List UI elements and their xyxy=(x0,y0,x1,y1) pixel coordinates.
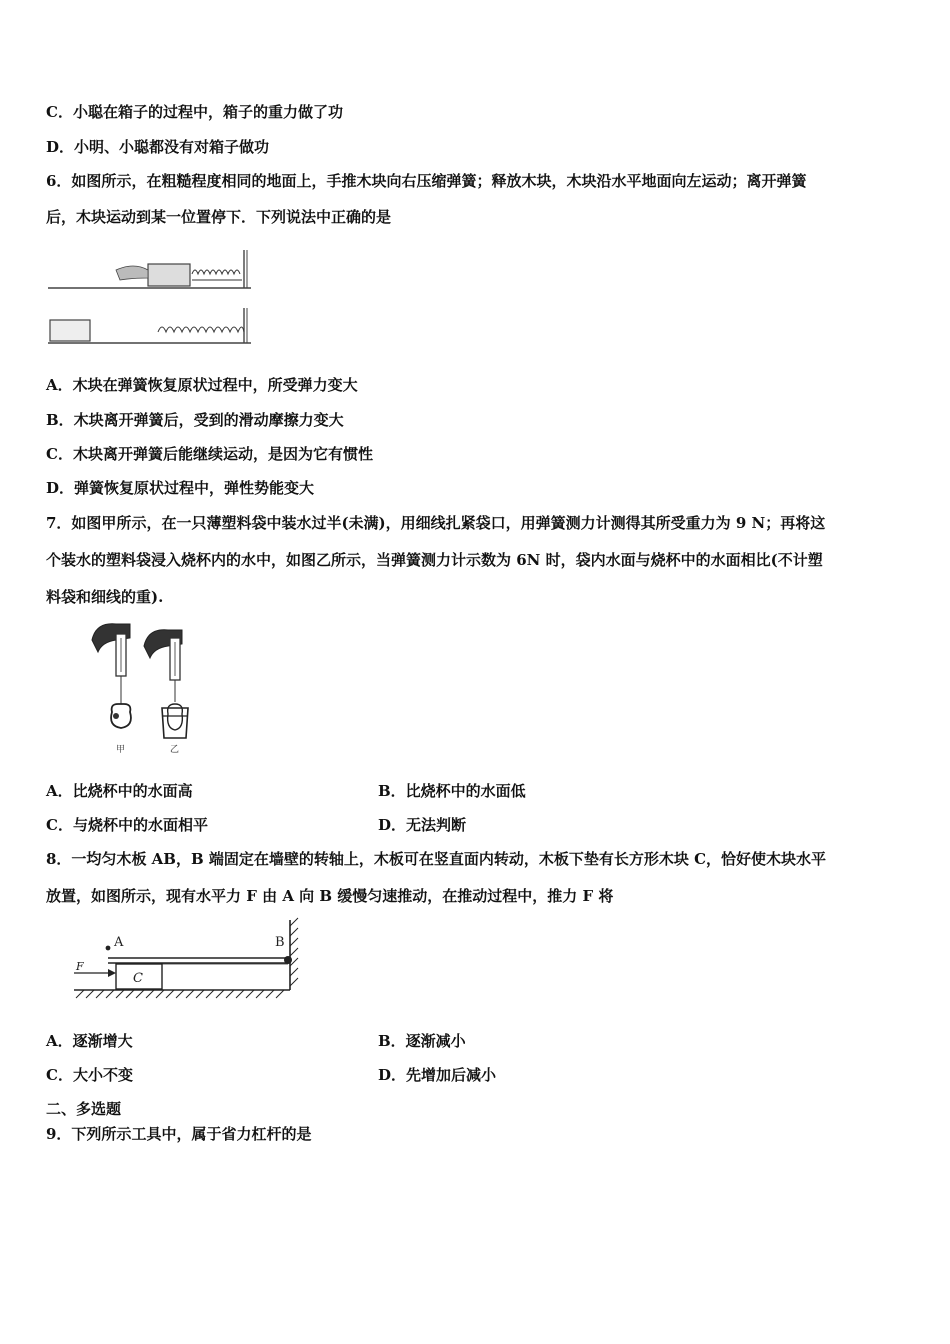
q8-label-c: C xyxy=(133,971,143,986)
q7-stem-line2: 个装水的塑料袋浸入烧杯内的水中，如图乙所示，当弹簧测力计示数为 6N 时，袋内水面与烧杯中的水面相比(不计塑 xyxy=(46,551,823,569)
q8-option-b: B．逐渐减小 xyxy=(378,1032,466,1050)
section-title-multi-choice: 二、多选题 xyxy=(46,1100,122,1118)
q7-label-jia: 甲 xyxy=(116,745,126,755)
q6-stem-line2: 后，木块运动到某一位置停下．下列说法中正确的是 xyxy=(46,208,392,226)
q7-label-yi: 乙 xyxy=(170,745,180,755)
q7-option-b: B．比烧杯中的水面低 xyxy=(378,782,526,800)
q7-stem-line3: 料袋和细线的重). xyxy=(46,588,164,606)
q7-option-c: C．与烧杯中的水面相平 xyxy=(46,816,208,834)
q8-label-f: F xyxy=(76,960,84,973)
q8-label-b: B xyxy=(275,935,285,950)
q6-option-c: C．木块离开弹簧后能继续运动，是因为它有惯性 xyxy=(46,445,373,463)
q6-figure xyxy=(46,240,256,352)
q7-stem-line1: 7．如图甲所示，在一只薄塑料袋中装水过半(未满)，用细线扎紧袋口，用弹簧测力计测得其所受重力为 9 N；再将这 xyxy=(46,514,826,532)
q8-option-c: C．大小不变 xyxy=(46,1066,133,1084)
q8-label-a: A xyxy=(114,935,124,950)
q8-stem-line1: 8．一均匀木板 AB，B 端固定在墙壁的转轴上，木板可在竖直面内转动，木板下垫有长方形木块 C，恰好使木块水平 xyxy=(46,850,827,868)
q9-stem: 9．下列所示工具中，属于省力杠杆的是 xyxy=(46,1125,312,1143)
q8-option-a: A．逐渐增大 xyxy=(46,1032,133,1050)
q7-figure xyxy=(86,616,210,758)
q6-option-b: B．木块离开弹簧后，受到的滑动摩擦力变大 xyxy=(46,411,344,429)
q6-stem-line1: 6．如图所示，在粗糙程度相同的地面上，手推木块向右压缩弹簧；释放木块，木块沿水平地面向左运动；离开弹簧 xyxy=(46,172,807,190)
q6-option-a: A．木块在弹簧恢复原状过程中，所受弹力变大 xyxy=(46,376,358,394)
q5-option-d: D．小明、小聪都没有对箱子做功 xyxy=(46,138,270,156)
q8-stem-line2: 放置，如图所示，现有水平力 F 由 A 向 B 缓慢匀速推动，在推动过程中，推力 F 将 xyxy=(46,887,614,905)
q8-figure xyxy=(66,916,328,1012)
q6-option-d: D．弹簧恢复原状过程中，弹性势能变大 xyxy=(46,479,315,497)
q5-option-c: C．小聪在箱子的过程中，箱子的重力做了功 xyxy=(46,103,343,121)
q7-option-a: A．比烧杯中的水面高 xyxy=(46,782,193,800)
q8-option-d: D．先增加后减小 xyxy=(378,1066,497,1084)
q7-option-d: D．无法判断 xyxy=(378,816,467,834)
